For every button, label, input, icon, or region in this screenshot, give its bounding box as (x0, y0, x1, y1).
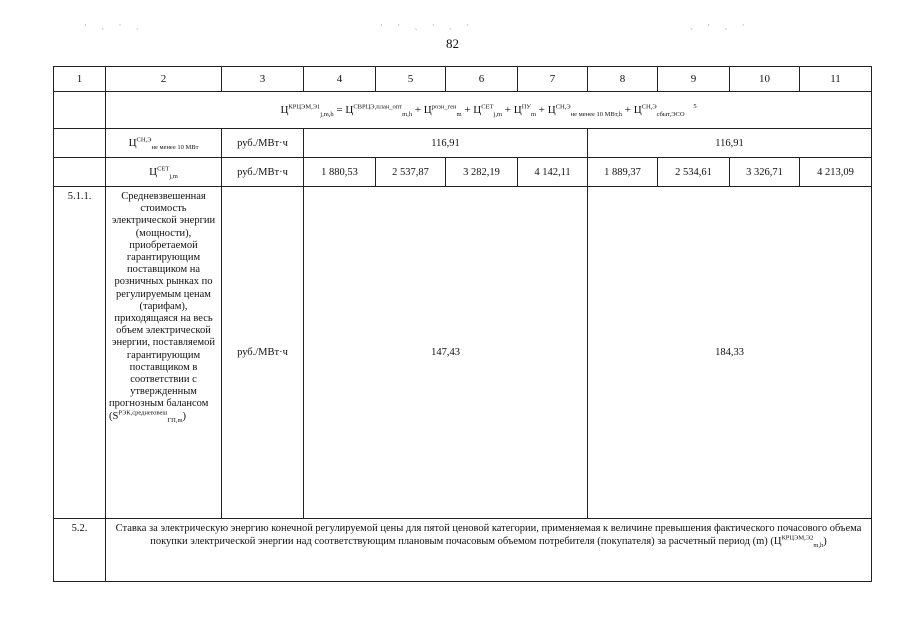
row-number: 5.1.1. (54, 187, 106, 519)
value-cell: 1 889,37 (588, 158, 658, 187)
col-header: 11 (800, 67, 872, 92)
col-header: 5 (376, 67, 446, 92)
col-header: 3 (222, 67, 304, 92)
value-cell: 147,43 (304, 187, 588, 519)
unit-cell: руб./МВт·ч (222, 158, 304, 187)
value-cell: 4 213,09 (800, 158, 872, 187)
unit-cell: руб./МВт·ч (222, 129, 304, 158)
symbol-cell: $Ц^{СН,Э}_{не менее 10 МВт}$ (106, 129, 222, 158)
value-cell: 2 534,61 (658, 158, 730, 187)
price-formula: $Ц^{КРЦЭМ,Э1}_{j,m,h} = Ц^{СВРЦЭ,план\_опт}_{m,h} + Ц^{розн\_ген}_m + Ц^{СЕТ}_{j,m} + Ц^{ПУ}_m + Ц^{СН,Э}_{не менее 10 МВт,h} + Ц^{СН,Э}_{сбыт,ЭСО}$ $^5$ (106, 92, 872, 129)
scan-specks-left: · ˏ · ˎ (84, 20, 145, 30)
formula-row (54, 92, 872, 129)
empty-cell (54, 92, 106, 129)
empty-cell (54, 158, 106, 187)
value-cell: 1 880,53 (304, 158, 376, 187)
table-row-5-2 (54, 519, 872, 582)
symbol-cell: $Ц^{СЕТ}_{j,m}$ (106, 158, 222, 187)
value-cell: 3 282,19 (446, 158, 518, 187)
column-number-row (54, 67, 872, 92)
col-header: 1 (54, 67, 106, 92)
page-number: 82 (446, 36, 459, 51)
table-row-sn-energy (54, 129, 872, 158)
value-cell: 116,91 (304, 129, 588, 158)
col-header: 6 (446, 67, 518, 92)
col-header: 7 (518, 67, 588, 92)
footnote-marker: 5 (693, 103, 697, 111)
scan-specks-center: · · ˏ · ˎ · (380, 20, 476, 30)
value-cell: 2 537,87 (376, 158, 446, 187)
unit-cell: руб./МВт·ч (222, 187, 304, 519)
row-number: 5.2. (54, 519, 106, 582)
col-header: 2 (106, 67, 222, 92)
col-header: 4 (304, 67, 376, 92)
value-cell: 184,33 (588, 187, 872, 519)
table-row-network (54, 158, 872, 187)
value-cell: 116,91 (588, 129, 872, 158)
empty-cell (54, 129, 106, 158)
row-description: Ставка за электрическую энергию конечной регулируемой цены для пятой ценовой категории, применяемая к величине превышения фактического почасового объема покупки электрической энергии над соответствующим плановым почасовым объемом потребителя (покупателя) за расчетный период (m) $(Ц^{КРЦЭМ,Э2}_{m,h})$ (106, 519, 872, 582)
row-description: Средневзвешенная стоимость электрической энергии (мощности), приобретаемой гарантирующим поставщиком на розничных рынках по регулируемым ценам (тарифам), приходящаяся на весь объем электрической энергии, поставляемой гарантирующим поставщиком в соответствии с утвержденным прогнозным балансом $(S^{РЭК,средневзвеш}_{ГП,m})$ (106, 187, 222, 519)
tariff-table (53, 66, 872, 582)
value-cell: 3 326,71 (730, 158, 800, 187)
table-row-5-1-1 (54, 187, 872, 519)
value-cell: 4 142,11 (518, 158, 588, 187)
scan-specks-right: ˏ · ˎ · (690, 20, 751, 30)
col-header: 8 (588, 67, 658, 92)
col-header: 9 (658, 67, 730, 92)
col-header: 10 (730, 67, 800, 92)
